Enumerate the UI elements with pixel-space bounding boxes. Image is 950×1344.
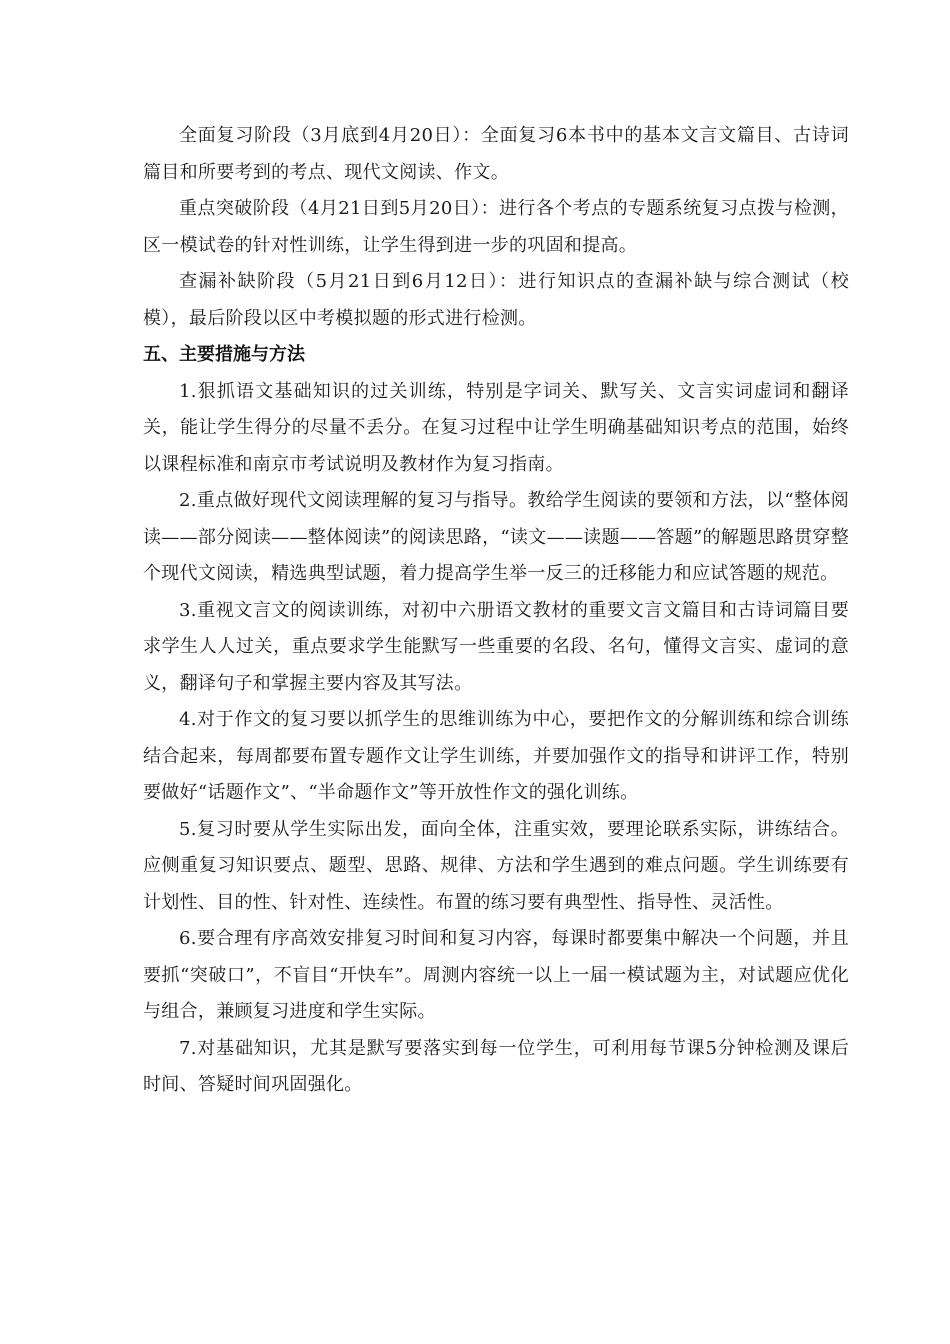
measure-item-7: 7.对基础知识，尤其是默写要落实到每一位学生，可利用每节课5分钟检测及课后时间、答疑时间巩固强化。 (143, 1037, 849, 1095)
measure-item-2: 2.重点做好现代文阅读理解的复习与指导。教给学生阅读的要领和方法，以“整体阅读——部分阅读——整体阅读”的阅读思路，“读文——读题——答题”的解题思路贯穿整个现代文阅读，精选典型试题，着力提高学生举一反三的迁移能力和应试答题的规范。 (143, 490, 849, 584)
document-body (143, 118, 849, 1104)
measure-item-3: 3.重视文言文的阅读训练，对初中六册语文教材的重要文言文篇目和古诗词篇目要求学生人人过关，重点要求学生能默写一些重要的名段、名句，懂得文言实、虚词的意义，翻译句子和掌握主要内容及其写法。 (143, 599, 849, 694)
measure-item-4: 4.对于作文的复习要以抓学生的思维训练为中心，要把作文的分解训练和综合训练结合起来，每周都要布置专题作文让学生训练，并要加强作文的指导和讲评工作，特别要做好“话题作文”、“半命题作文”等开放性作文的强化训练。 (143, 709, 849, 803)
section-heading-measures: 五、主要措施与方法 (143, 344, 305, 365)
measure-item-1: 1.狠抓语文基础知识的过关训练，特别是字词关、默写关、文言实词虚词和翻译关，能让学生得分的尽量不丢分。在复习过程中让学生明确基础知识考点的范围，始终以课程标准和南京市考试说明及教材作为复习指南。 (143, 380, 849, 475)
measure-item-6: 6.要合理有序高效安排复习时间和复习内容，每课时都要集中解决一个问题，并且要抓“突破口”，不盲目“开快车”。周测内容统一以上一届一模试题为主，对试题应优化与组合，兼顾复习进度和学生实际。 (143, 928, 849, 1022)
review-phase-breakthrough: 重点突破阶段（4月21日到5月20日）：进行各个考点的专题系统复习点拨与检测，区一模试卷的针对性训练，让学生得到进一步的巩固和提高。 (143, 198, 849, 256)
review-phase-gap-filling: 查漏补缺阶段（5月21日到6月12日）：进行知识点的查漏补缺与综合测试（校模），最后阶段以区中考模拟题的形式进行检测。 (143, 271, 849, 329)
measure-item-5: 5.复习时要从学生实际出发，面向全体，注重实效，要理论联系实际，讲练结合。应侧重复习知识要点、题型、思路、规律、方法和学生遇到的难点问题。学生训练要有计划性、目的性、针对性、连续性。布置的练习要有典型性、指导性、灵活性。 (143, 818, 849, 913)
review-phase-comprehensive: 全面复习阶段（3月底到4月20日）：全面复习6本书中的基本文言文篇目、古诗词篇目和所要考到的考点、现代文阅读、作文。 (143, 125, 849, 183)
